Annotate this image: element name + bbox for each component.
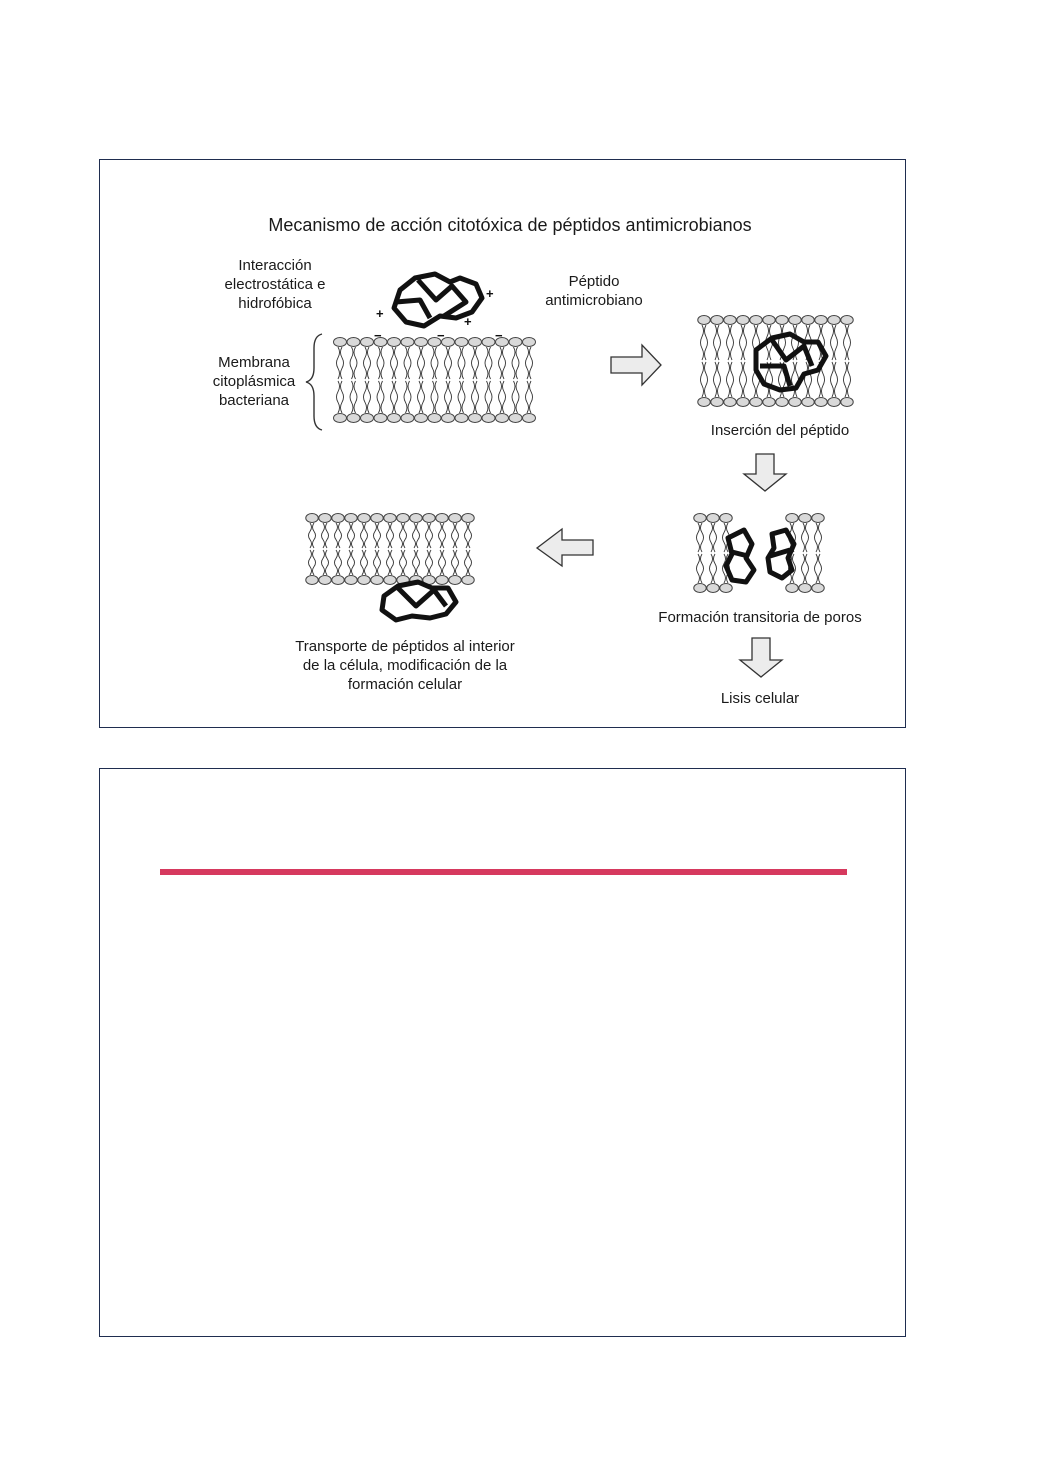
plus-charge: + [464, 314, 472, 329]
transport-label-line-1: Transporte de péptidos al interior [295, 638, 515, 655]
membrane-brace [306, 334, 322, 430]
minus-charge: − [374, 328, 382, 343]
pores-label: Formación transitoria de poros [658, 609, 862, 626]
peptide-label-line-2: antimicrobiano [545, 292, 643, 309]
peptide-transported [382, 582, 456, 620]
membrane-initial [334, 338, 536, 423]
slide-1 [99, 159, 906, 728]
arrow-right-icon [611, 345, 661, 385]
transport-label-line-2: de la célula, modificación de la [302, 657, 508, 674]
membrane-insertion [698, 316, 853, 407]
transport-label-line-3: formación celular [347, 676, 463, 693]
arrow-down-icon [740, 638, 782, 677]
plus-charge: + [486, 286, 494, 301]
arrow-left-icon [537, 529, 593, 566]
membrane-label-line-2: citoplásmica [212, 373, 296, 390]
interaction-label-line-3: hidrofóbica [238, 295, 312, 312]
peptide-label-line-1: Péptido [568, 273, 620, 290]
plus-charge: + [376, 306, 384, 321]
membrane-label-line-3: bacteriana [218, 392, 290, 409]
insertion-label: Inserción del péptido [710, 422, 850, 439]
lysis-label: Lisis celular [720, 690, 800, 707]
minus-charge: − [495, 328, 503, 343]
peptide-inserted [756, 334, 826, 390]
arrow-down-icon [744, 454, 786, 491]
interaction-label-line-2: electrostática e [224, 276, 326, 293]
membrane-label-line-1: Membrana [218, 354, 290, 371]
interaction-label-line-1: Interacción [238, 257, 312, 274]
diagram-title: Mecanismo de acción citotóxica de péptidos antimicrobianos [268, 215, 752, 235]
peptide-pore-right [768, 530, 794, 578]
peptide-pore-left [726, 530, 754, 582]
membrane-pore-left [694, 514, 732, 593]
slide-2 [99, 768, 906, 1337]
accent-bar [160, 869, 847, 875]
membrane-transport [306, 514, 474, 585]
mechanism-diagram [100, 160, 907, 729]
minus-charge: − [437, 328, 445, 343]
